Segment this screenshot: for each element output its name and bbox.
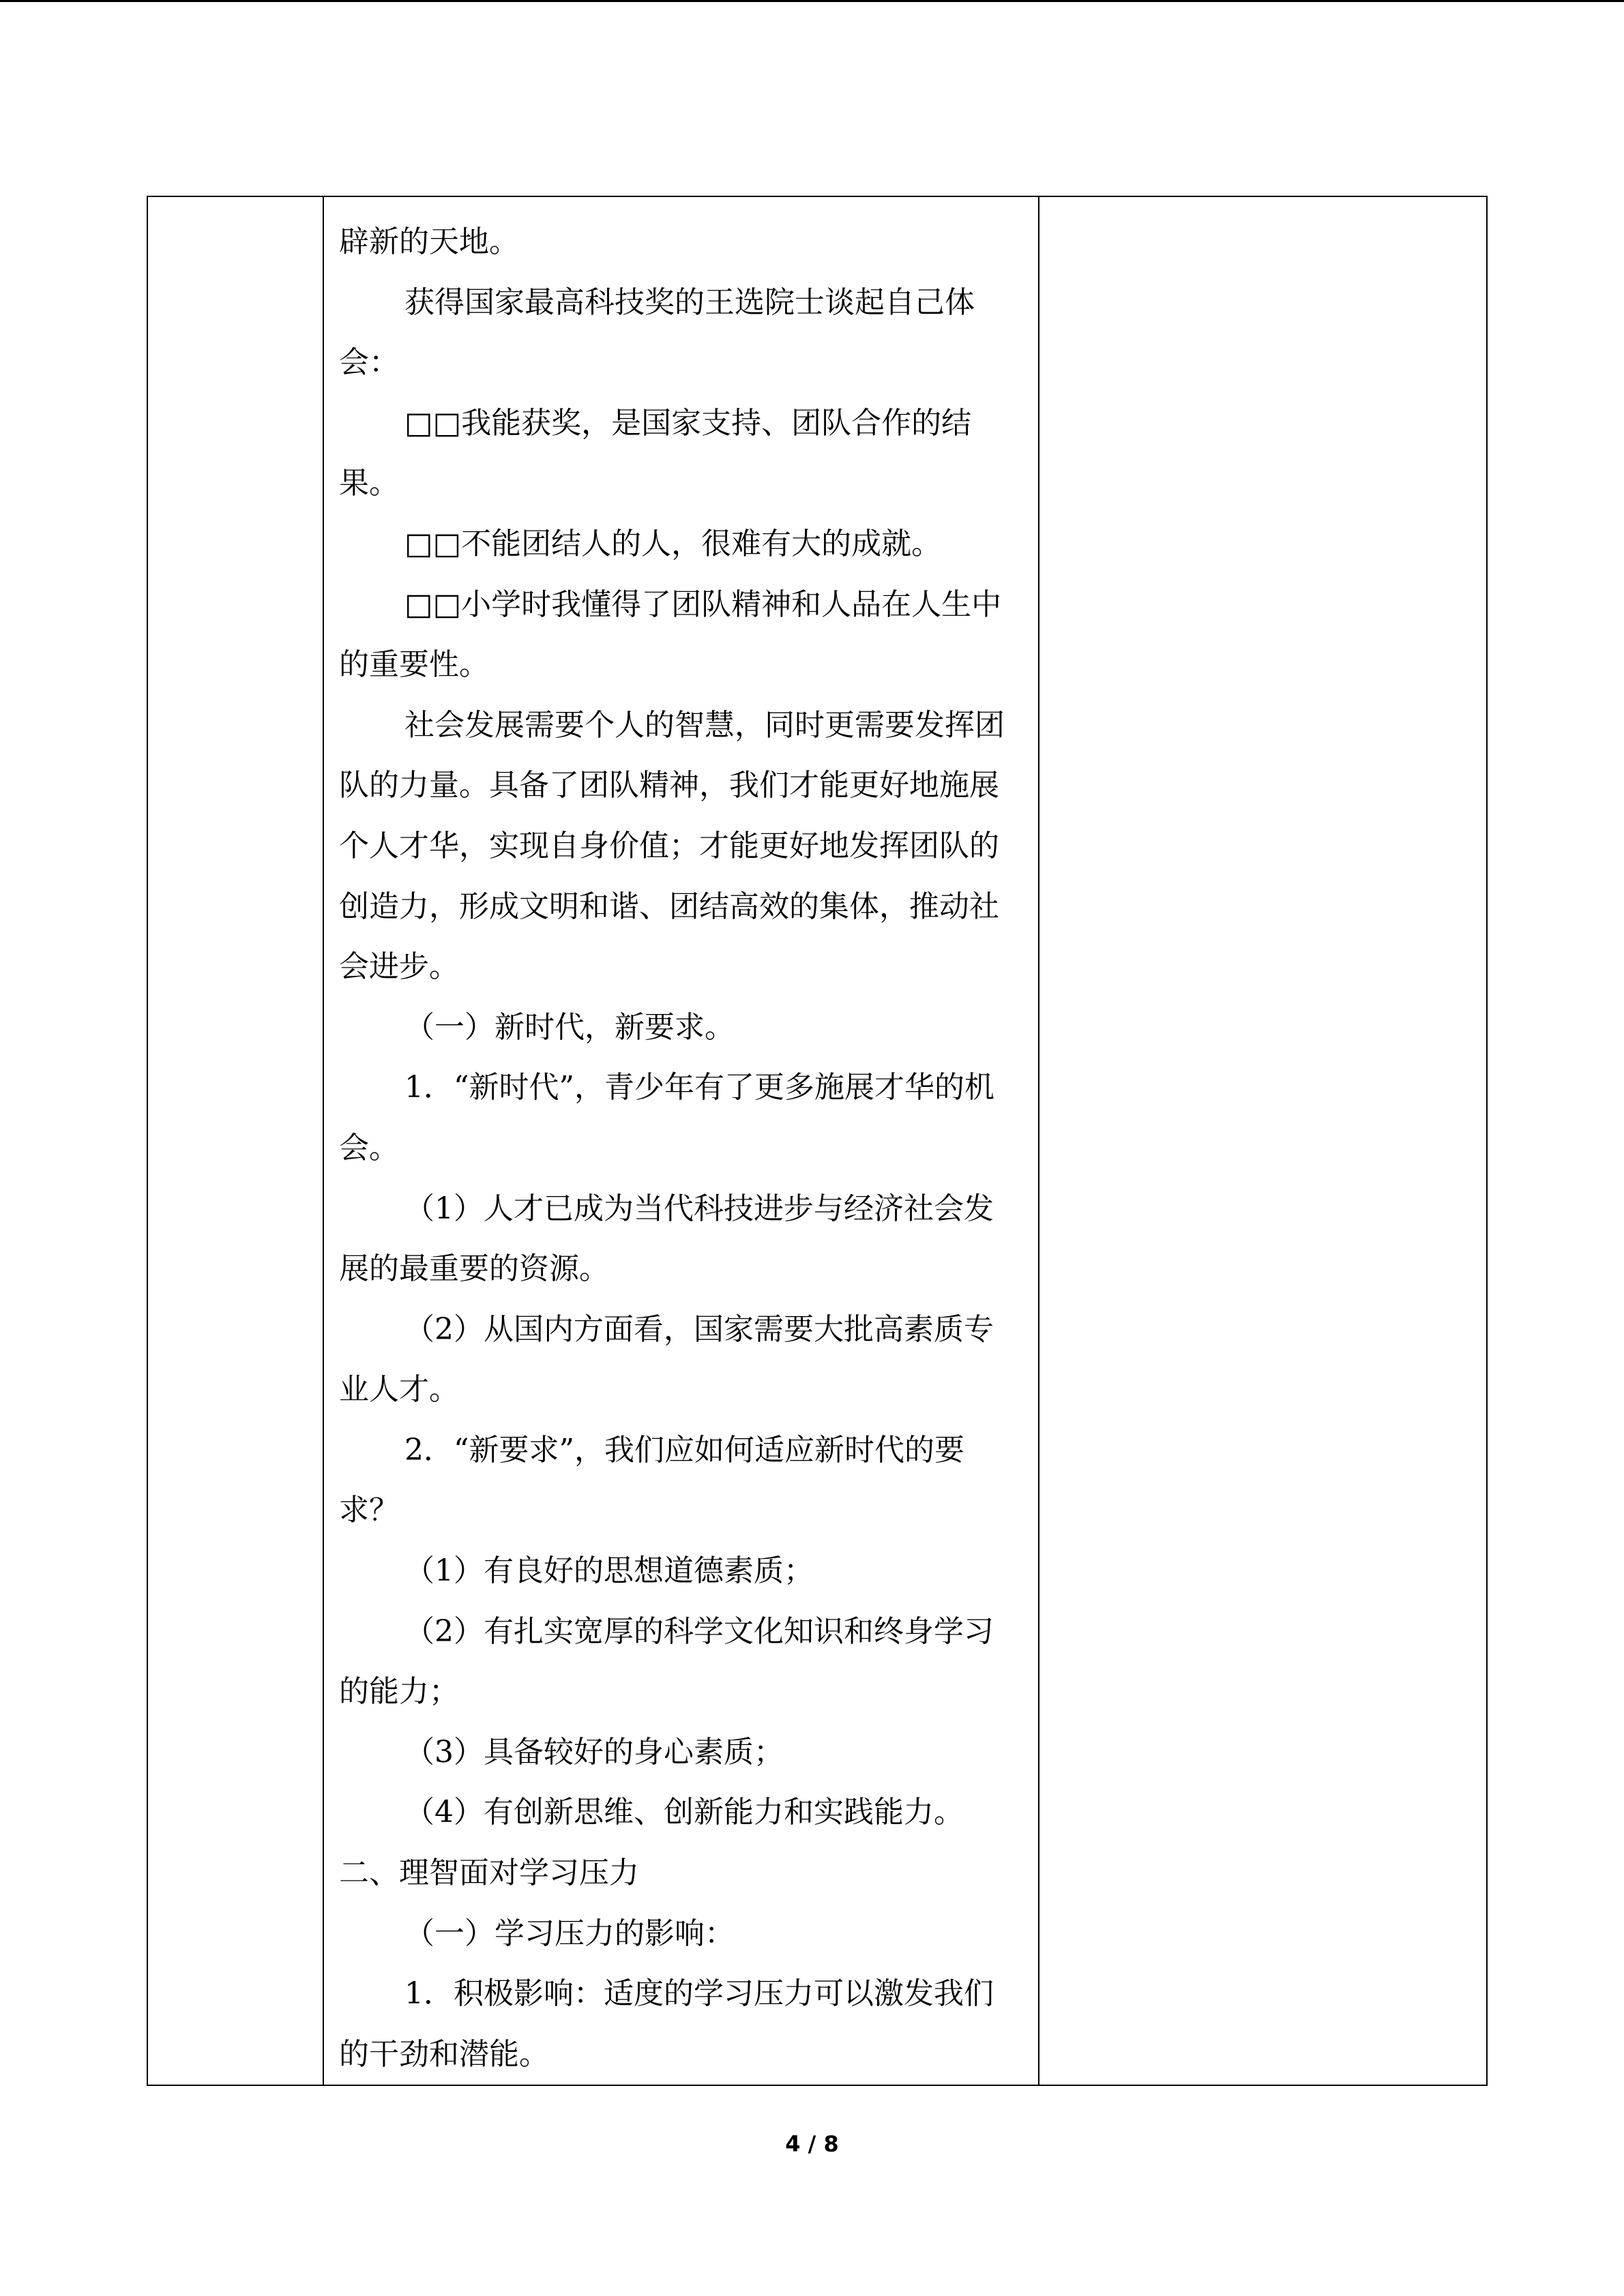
right-column-cell (1039, 196, 1487, 2085)
paragraph: （1）有良好的思想道德素质； (404, 1553, 814, 1589)
paragraph: （3）具备较好的身心素质； (404, 1734, 784, 1770)
paragraph: （2）有扎实宽厚的科学文化知识和终身学习的能力； (339, 1613, 994, 1710)
paragraph: （4）有创新思维、创新能力和实践能力。 (404, 1795, 964, 1830)
table-row (147, 196, 1487, 2085)
left-column-cell (147, 196, 323, 2085)
paragraph: 1．“新时代”，青少年有了更多施展才华的机会。 (339, 1070, 994, 1165)
paragraph: 二、理智面对学习压力 (339, 1855, 639, 1891)
paragraph: □□我能获奖，是国家支持、团队合作的结果。 (339, 405, 972, 501)
paragraph: 辟新的天地。 (339, 224, 519, 259)
paragraph: （2）从国内方面看，国家需要大批高素质专业人才。 (339, 1311, 994, 1407)
lesson-plan-table (147, 196, 1488, 2086)
paragraph: （一）新时代，新要求。 (404, 1009, 735, 1045)
paragraph: 获得国家最高科技奖的王选院士谈起自己体会： (339, 284, 975, 381)
top-border-line (0, 0, 1624, 2)
paragraph: 1．积极影响：适度的学习压力可以激发我们的干劲和潜能。 (339, 1976, 994, 2072)
paragraph: □□小学时我懂得了团队精神和人品在人生中的重要性。 (339, 586, 1002, 683)
content-text-block (324, 197, 1038, 2085)
paragraph: （1）人才已成为当代科技进步与经济社会发展的最重要的资源。 (339, 1191, 994, 1287)
content-column-cell (323, 196, 1039, 2085)
paragraph: 2．“新要求”，我们应如何适应新时代的要求？ (339, 1432, 964, 1528)
page-number: 4 / 8 (785, 2131, 839, 2157)
paragraph: （一）学习压力的影响： (404, 1915, 735, 1951)
paragraph: □□不能团结人的人，很难有大的成就。 (404, 526, 942, 561)
paragraph: 社会发展需要个人的智慧，同时更需要发挥团队的力量。具备了团队精神，我们才能更好地施展个人才华，实现自身价值；才能更好地发挥团队的创造力，形成文明和谐、团结高效的集体，推动社会进步。 (339, 707, 1005, 985)
